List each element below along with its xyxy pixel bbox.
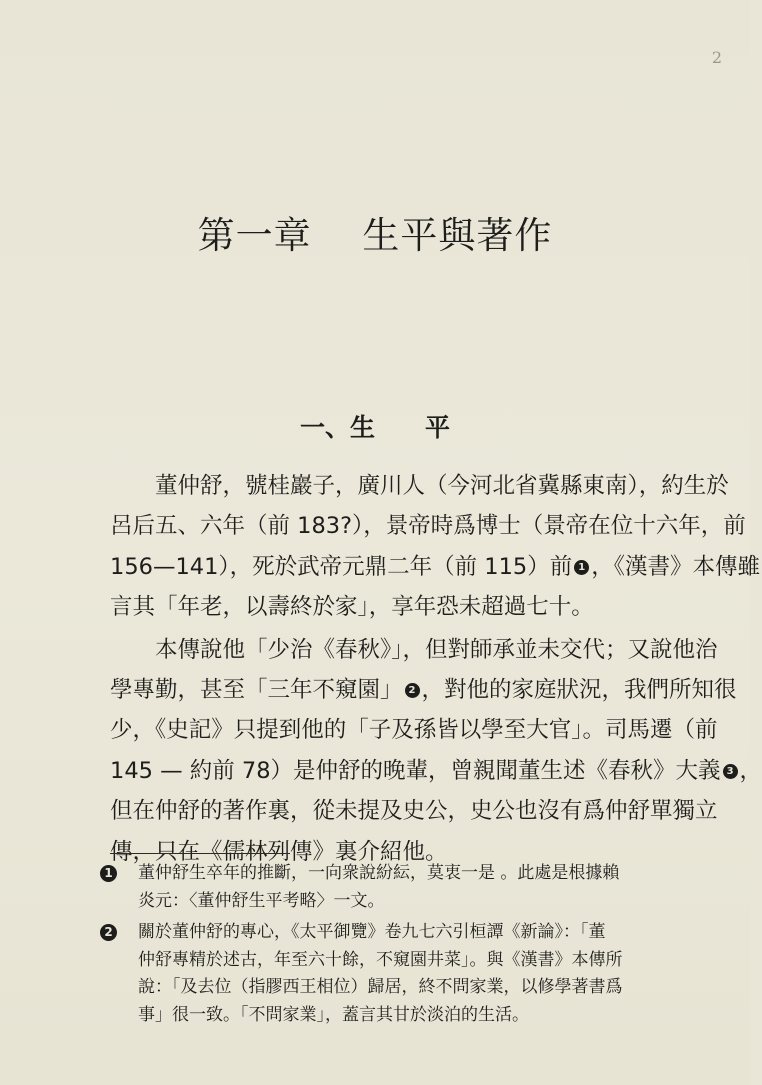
footnote-ref-1[interactable]: 1 [574,560,589,575]
text-line: 145 — 約前 78）是仲舒的晚輩，曾親聞董生述《春秋》大義 3 ， [110,757,762,784]
footnote-ref-2[interactable]: 2 [405,683,420,698]
text-line: 言其「年老，以壽終於家」，享年恐未超過七十。 [110,594,594,621]
body-text [110,466,762,872]
text-line: 本傳說他「少治《春秋》」，但對師承並未交代；又說他治 [155,636,718,663]
footnote-line: 關於董仲舒的專心，《太平御覽》卷九七六引桓譚《新論》：「董 [138,922,606,942]
text-line: 少，《史記》只提到他的「子及孫皆以學至大官」。司馬遷（前 [110,717,718,744]
paragraph-1 [110,466,761,628]
text-line: 呂后五、六年（前 183?），景帝時爲博士（景帝在位十六年，前 [110,513,746,540]
footnote-line: 董仲舒生卒年的推斷，一向衆說紛紜，莫衷一是 。此處是根據賴 [138,863,620,883]
footnote-line: 說：「及去位（指膠西王相位）歸居，終不問家業，以修學著書爲 [138,977,623,997]
text-line: 但在仲舒的著作裏，從未提及史公，史公也沒有爲仲舒單獨立 [110,798,718,825]
footnote-1 [100,860,690,915]
section-title: 一、生 平 [299,413,450,442]
footnote-line: 仲舒專精於述古，年至六十餘，不窺園井菜」。與《漢書》本傳所 [138,949,623,970]
text-line: 傳，只在《儒林列傳》裏介紹他。 [110,838,448,865]
text-line: 156—141），死於武帝元鼎二年（前 115）前 1 ，《漢書》本傳雖 [110,553,761,580]
footnotes [100,860,690,1033]
chapter-title: 第一章 生平與著作 [197,214,553,257]
footnote-ref-3[interactable]: 3 [723,764,738,779]
paragraph-2 [110,630,762,872]
footnote-divider [110,853,290,854]
footnote-2 [100,919,690,1029]
footnote-line: 事」很一致。「不問家業」，蓋言其甘於淡泊的生活。 [138,1004,529,1025]
footnote-line: 炎元：〈董仲舒生平考略〉一文。 [138,890,385,911]
text-line: 董仲舒，號桂巖子，廣川人（今河北省冀縣東南），約生於 [155,473,729,499]
text-line: 學專勤，甚至「三年不窺園」 2 ，對他的家庭狀況，我們所知很 [110,677,737,704]
footnote-mark: 2 [100,924,117,941]
page-number: 2 [711,48,722,67]
footnote-mark: 1 [100,865,117,882]
